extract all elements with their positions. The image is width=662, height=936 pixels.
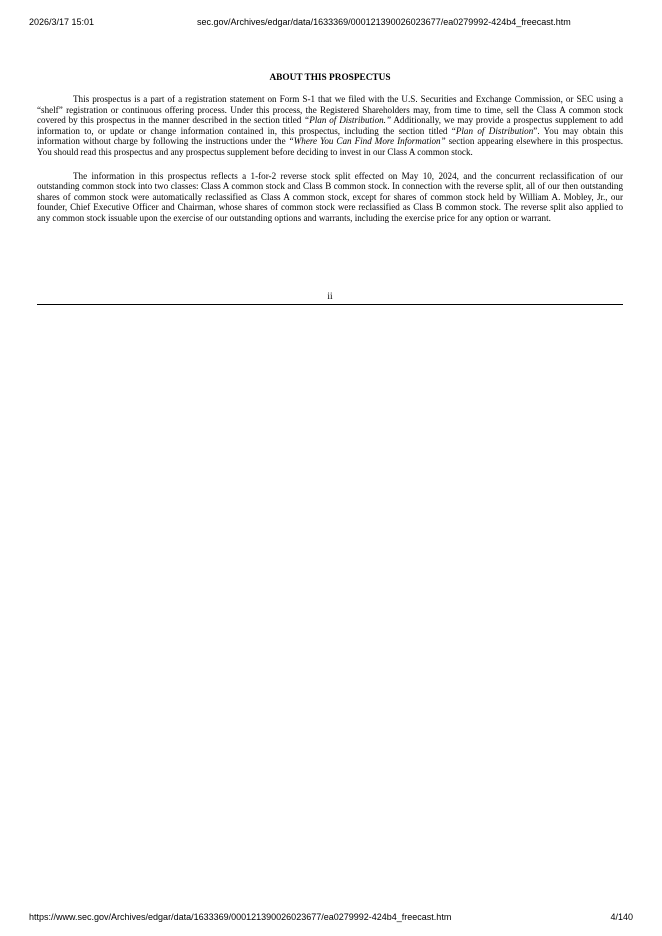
- page-number: ii: [327, 292, 333, 302]
- print-page-count: 4/140: [610, 912, 633, 922]
- section-heading: ABOUT THIS PROSPECTUS: [269, 73, 391, 83]
- document-body: [37, 72, 623, 237]
- para1-text-g: section appearing elsewhere in this prospectus. You should read this prospectus and any prospectus supplement before deciding to invest in our Class A common stock.: [37, 136, 623, 157]
- paragraph-shelf-registration: [37, 94, 623, 158]
- plan-of-distribution-title: Plan of Distribution: [455, 125, 534, 136]
- print-datetime: 2026/3/17 15:01: [29, 17, 95, 27]
- print-header: [29, 15, 633, 29]
- para1-text-e: ”. You may obtain this information without charge by following the instructions under the: [37, 125, 624, 147]
- para1-text-a: This prospectus is a part of a registration statement on Form S-1 that we filed with the U.S. Securities and Exchange Commission, or SEC using a “shelf” registration or continuous offering process. Under this process, the Registered Shareholders may, from time to time, sell the Class A common stock covered by this prospectus in the manner described in the section titled: [37, 94, 623, 126]
- page-divider: [37, 304, 623, 305]
- plan-of-distribution-reference: “Plan of Distribution.”: [304, 115, 391, 126]
- para1-text-c: Additionally, we may provide a prospectus supplement to add information to, or update or change information contained in, this prospectus, including the section titled “: [37, 115, 623, 136]
- paragraph-reverse-split: The information in this prospectus reflects a 1-for-2 reverse stock split effected on May 10, 2024, and the concurrent reclassification of our outstanding common stock into two classes: Class A common stock and Class B common stock. In connection with the reverse split, all of our then outstanding shares of common stock were automatically reclassified as Class A common stock, except for shares of common stock held by William A. Mobley, Jr., our founder, Chief Executive Officer and Chairman, whose shares of common stock were reclassified as Class B common stock. The reverse split also applied to any common stock issuable upon the exercise of our outstanding options and warrants, including the exercise price for any option or warrant.: [37, 170, 623, 223]
- where-to-find-info-reference: “Where You Can Find More Information”: [288, 136, 446, 147]
- print-url: https://www.sec.gov/Archives/edgar/data/1633369/000121390026023677/ea0279992-424b4_freecast.htm: [29, 912, 452, 922]
- print-page-title: sec.gov/Archives/edgar/data/1633369/000121390026023677/ea0279992-424b4_freecast.htm: [197, 17, 571, 27]
- print-footer: [29, 910, 633, 924]
